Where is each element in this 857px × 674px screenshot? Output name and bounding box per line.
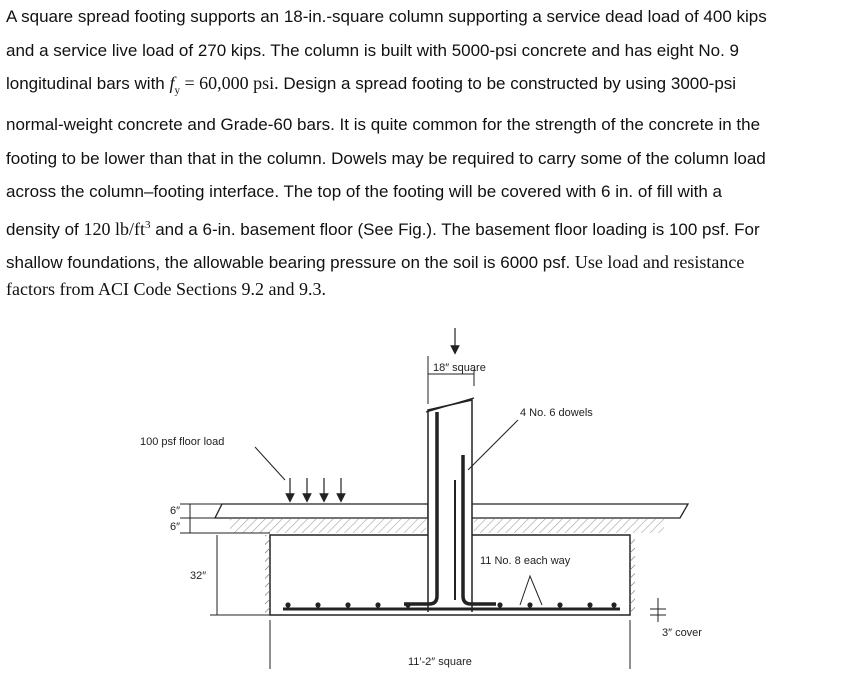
text-span: Use load and resistance <box>574 252 745 273</box>
problem-line <box>6 108 852 142</box>
floor-slab-left <box>215 504 428 518</box>
text-span: Design a spread footing to be constructed by using 3000-psi <box>278 74 737 93</box>
problem-statement <box>6 0 852 306</box>
floor-load-arrows <box>290 478 341 498</box>
footing-diagram <box>0 300 857 669</box>
density-number: 120 lb/ft <box>83 218 145 239</box>
cover-label: 3″ cover <box>662 627 702 639</box>
text-span: A square spread footing supports an 18-in.-square column supporting a service dead load of 400 kips <box>6 7 767 26</box>
text-span: footing to be lower than that in the column. Dowels may be required to carry some of the column load <box>6 148 766 168</box>
problem-line <box>6 0 852 34</box>
problem-line <box>6 142 852 176</box>
dim-floor-label: 6″ <box>170 505 181 517</box>
text-span: shallow foundations, the allowable bearing pressure on the soil is 6000 psf. <box>6 253 575 273</box>
text-span: and a service live load of 270 kips. The column is built with 5000-psi concrete and has eight No. 9 <box>6 40 739 60</box>
dowels-leader <box>468 420 518 470</box>
text-span: density of <box>6 219 84 239</box>
bars-label: 11 No. 8 each way <box>480 555 571 567</box>
fill-hatch-right <box>474 519 664 533</box>
problem-line <box>6 175 852 209</box>
dowels-label: 4 No. 6 dowels <box>520 407 593 419</box>
floor-load-label: 100 psf floor load <box>140 436 225 448</box>
problem-line <box>6 67 852 108</box>
text-span: factors from ACI Code Sections 9.2 and 9.3. <box>6 278 326 299</box>
floor-slab-right <box>470 504 688 518</box>
text-span: across the column–footing interface. The top of the footing will be covered with 6 in. of fill with a <box>6 182 722 202</box>
text-span: and a 6-in. basement floor (See Fig.). The basement floor loading is 100 psf. For <box>150 219 760 239</box>
fy-symbol <box>169 73 279 97</box>
fy-letter: f <box>169 73 175 93</box>
dim-footing-depth-label: 32″ <box>190 570 207 582</box>
text-span: normal-weight concrete and Grade-60 bars. It is quite common for the strength of the concrete in the <box>6 115 761 135</box>
density-value <box>84 219 151 239</box>
text-span: longitudinal bars with <box>6 74 170 93</box>
problem-line <box>6 209 852 247</box>
density-exponent: 3 <box>145 218 151 231</box>
fy-subscript: y <box>174 84 180 97</box>
floor-load-leader <box>255 447 285 480</box>
footing-width-label: 11′-2″ square <box>408 656 472 668</box>
column-label: 18″ square <box>433 362 486 374</box>
fy-value: = 60,000 psi. <box>180 73 279 93</box>
fill-hatch-left <box>230 519 426 533</box>
footing-figure <box>0 300 857 669</box>
problem-line <box>6 34 852 68</box>
dim-fill-label: 6″ <box>170 521 181 533</box>
column <box>428 400 472 612</box>
